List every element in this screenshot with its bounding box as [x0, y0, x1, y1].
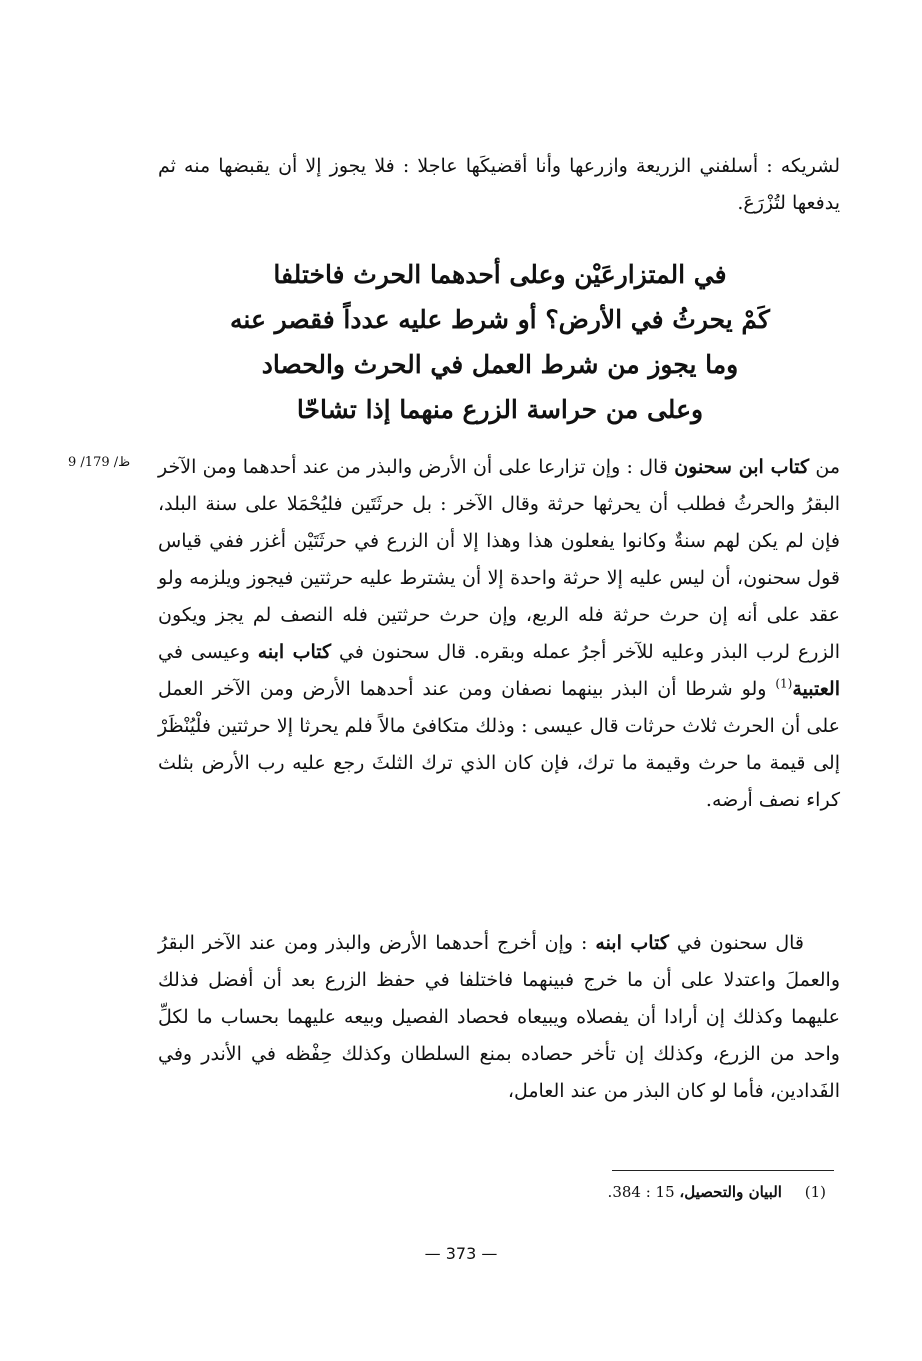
section-heading [150, 252, 850, 432]
para2-lead: قال سحنون في [676, 932, 805, 954]
intro-paragraph [158, 148, 840, 222]
book-title-utbiyya: العتبية [792, 678, 840, 700]
footnote-marker[interactable]: (1) [775, 676, 793, 691]
footnote-divider [612, 1170, 834, 1171]
footnote [480, 1180, 826, 1204]
book-title-ibn-sahnun: كتاب ابن سحنون [674, 456, 810, 478]
manuscript-folio-note: ظ/ 179/ 9 [68, 455, 131, 470]
heading-line-1: في المتزارعَيْن وعلى أحدهما الحرث فاختلفا [273, 260, 727, 289]
para1-text-2: وعيسى في [158, 641, 250, 663]
intro-text: لشريكه : أسلفني الزريعة وازرعها وأنا أقضيكَها عاجلا : فلا يجوز إلا أن يقبضها منه ثم يدفعها لتُزْرَعَ. [158, 155, 840, 214]
para1-text-3: ولو شرطا أن البذر بينهما نصفان ومن عند أحدهما الأرض ومن الآخر العمل على أن الحرث ثلاث حرثات قال عيسى : وذلك متكافئ مالاً فلم يحرثا إلا حرثتين فلْيُنْظَرْ إلى قيمة ما حرث وقيمة ما ترك، فإن كان الذي ترك الثلثَ رجع عليه رب الأرض بثلث كراء نصف أرضه. [158, 678, 840, 811]
para1-lead: من [815, 456, 840, 478]
heading-line-4: وعلى من حراسة الزرع منهما إذا تشاحّا [296, 395, 704, 424]
page-number: — 373 — [424, 1244, 498, 1263]
paragraph-1 [158, 449, 840, 819]
footnote-number: (1) [804, 1183, 826, 1201]
footnote-source-title: البيان والتحصيل، [679, 1183, 782, 1201]
heading-line-2: كَمْ يحرثُ في الأرض؟ أو شرط عليه عدداً فقصر عنه [230, 305, 770, 334]
heading-line-3: وما يجوز من شرط العمل في الحرث والحصاد [261, 350, 739, 379]
book-title-kitab-ibnihi-2: كتاب ابنه [595, 932, 669, 954]
para2-text: : وإن أخرج أحدهما الأرض والبذر ومن عند الآخر البقرُ والعملَ واعتدلا على أن ما خرج فبينهما فاختلفا في حفظ الزرع بعد أن أفضل فذلك عليهما وكذلك إن أرادا أن يفصلاه ويبيعاه فحصاد الفصيل وبيعه عليهما بحساب ما لكلِّ واحد من الزرع، وكذلك إن تأخر حصاده بمنع السلطان وكذلك حِفْظه في الأندر وفي الفَدادين، فأما لو كان البذر من عند العامل، [158, 932, 840, 1102]
para1-text-1: قال : وإن تزارعا على أن الأرض والبذر من عند أحدهما ومن الآخر البقرُ والحرثُ فطلب أن يحرثها حرثة وقال الآخر : بل حرثَتَين فليُحْمَلا على سنة البلد، فإن لم يكن لهم سنةٌ وكانوا يفعلون هذا وهذا إلا أن الزرع في حرثَتَيْن أغزر ففي قياس قول سحنون، أن ليس عليه إلا حرثة واحدة إلا أن يشترط عليه حرثتين فيجوز ويلزمه ولو عقد على أنه إن حرث حرثة فله الربع، وإن حرث حرثتين فله النصف لم يجز ويكون الزرع لرب البذر وعليه للآخر أجرُ عمله وبقره. قال سحنون في [158, 456, 841, 663]
book-title-kitab-ibnihi: كتاب ابنه [257, 641, 332, 663]
paragraph-2 [158, 925, 840, 1110]
footnote-reference: 15 : 384. [607, 1183, 675, 1201]
